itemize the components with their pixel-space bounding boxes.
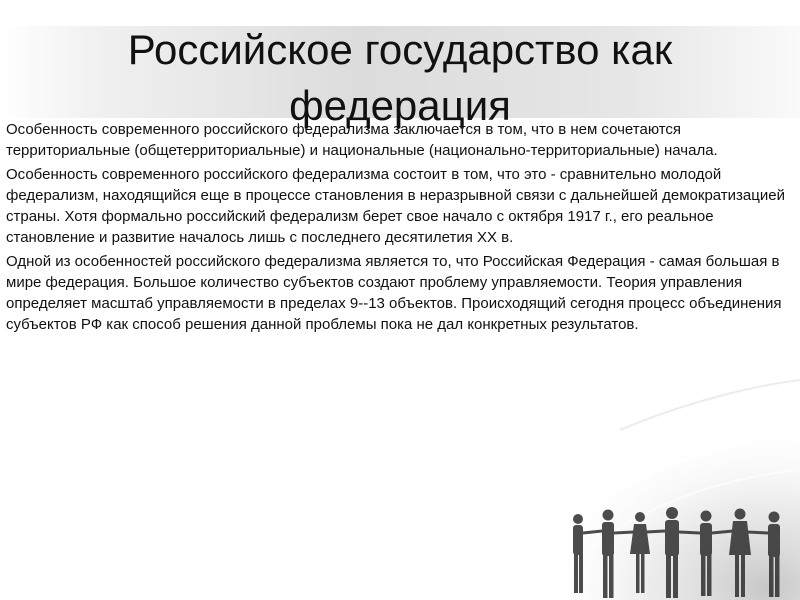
paragraph-territorial-national: Особенность современного российского федерализма заключается в том, что в нем сочетаются территориальные (общетерриториальные) и национальные (национально-территориальные) начала. [6, 121, 718, 159]
paragraph-young-federalism: Особенность современного российского федерализма состоит в том, что это - сравнительно молодой федерализм, находящийся еще в процессе становления в неразрывной связи с дальнейшей демократизацией страны. Хотя формально российский федерализм берет свое начало с октября 1917 г., его реальное становление и развитие началось лишь с последнего десятилетия XX в. [6, 166, 785, 246]
people-holding-hands-silhouette-icon [560, 505, 800, 600]
slide-body [6, 119, 786, 338]
slide-title: Российское государство как федерация [127, 26, 673, 129]
paragraph-largest-federation: Одной из особенностей российского федерализма является то, что Российская Федерация - самая большая в мире федерация. Большое количество субъектов создают проблему управляемости. Теория управления определяет масштаб управляемости в пределах 9--13 объектов. Происходящий сегодня процесс объединения субъектов РФ как способ решения данной проблемы пока не дал конкретных результатов. [6, 253, 782, 333]
